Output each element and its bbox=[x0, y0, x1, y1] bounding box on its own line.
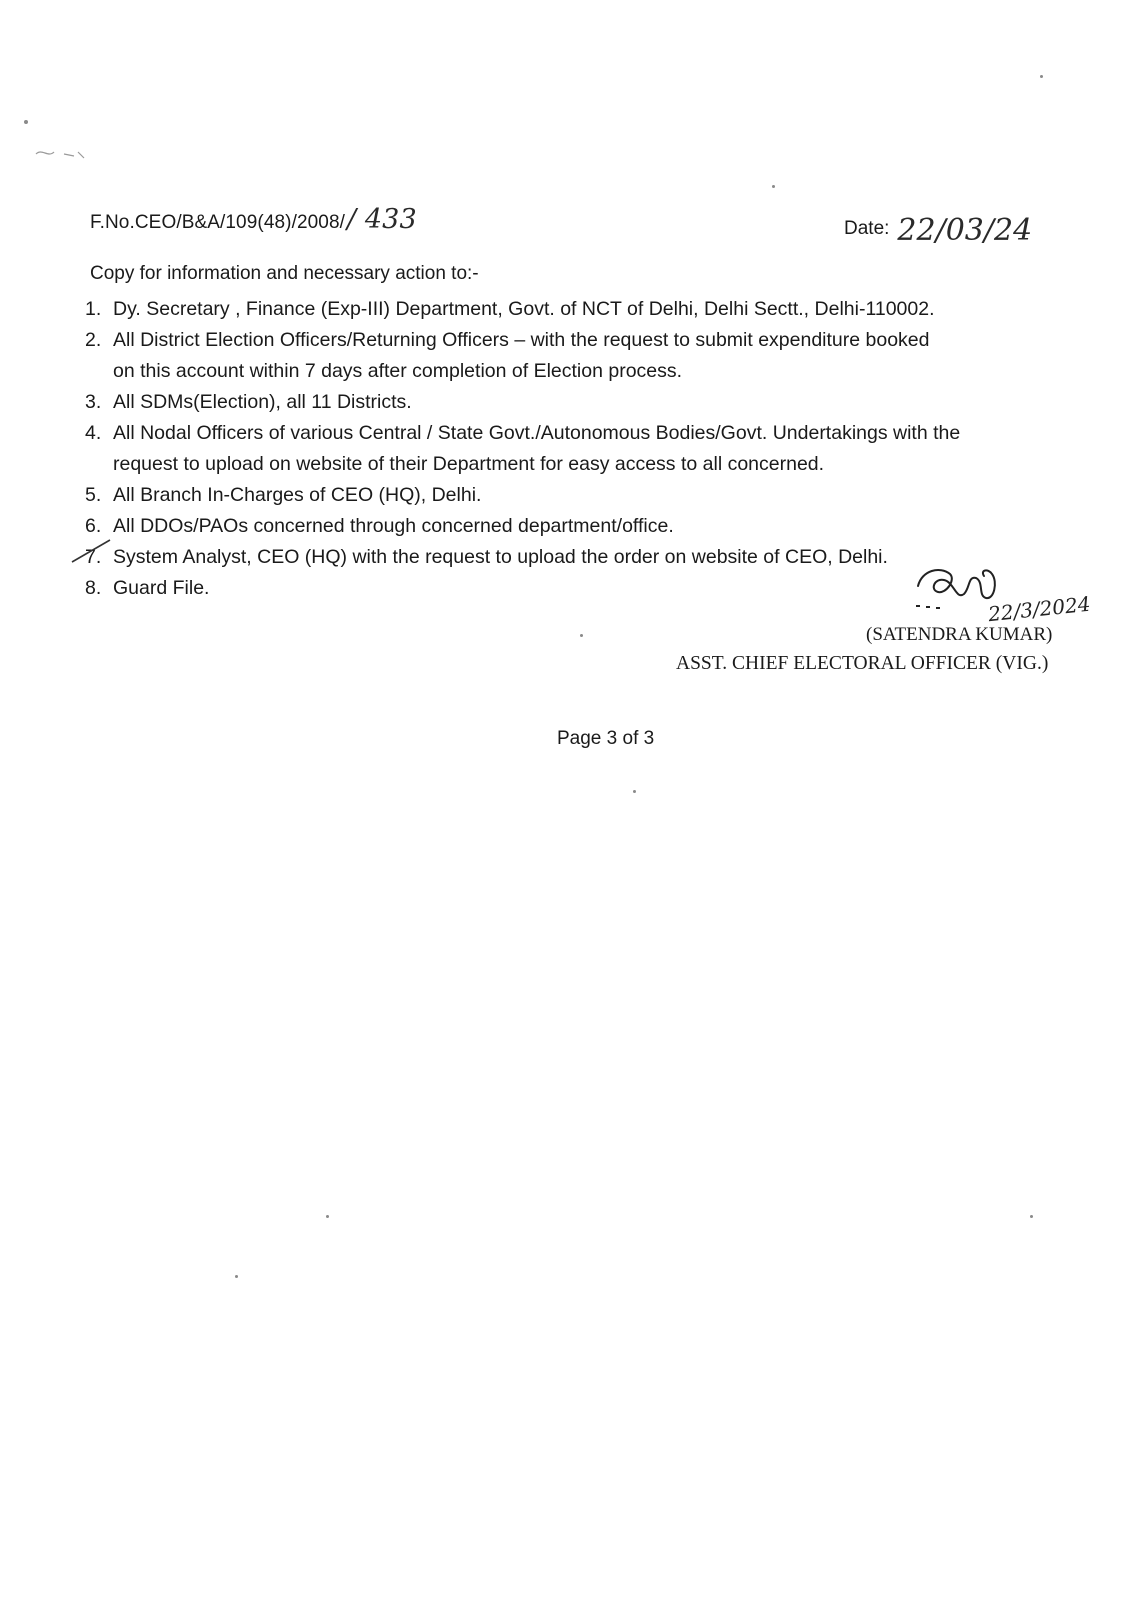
list-item-number: 3. bbox=[85, 391, 102, 413]
scan-mark bbox=[30, 140, 90, 170]
list-item bbox=[85, 480, 1085, 511]
signatory-name: (SATENDRA KUMAR) bbox=[866, 624, 1053, 645]
list-item bbox=[85, 511, 1085, 542]
scan-speck bbox=[1040, 75, 1043, 78]
list-item-text: All District Election Officers/Returning Officers – with the request to submit expenditure booked bbox=[113, 329, 930, 351]
list-item-number: 2. bbox=[85, 329, 102, 351]
list-item-text: All SDMs(Election), all 11 Districts. bbox=[113, 391, 412, 413]
signatory-designation: ASST. CHIEF ELECTORAL OFFICER (VIG.) bbox=[676, 653, 1049, 674]
file-number-text: F.No.CEO/B&A/109(48)/2008/ bbox=[90, 212, 346, 233]
scan-speck bbox=[24, 120, 28, 124]
scan-speck bbox=[1030, 1215, 1033, 1218]
list-item-text: All Nodal Officers of various Central / State Govt./Autonomous Bodies/Govt. Undertakings with the bbox=[113, 422, 961, 444]
list-item bbox=[85, 294, 1085, 325]
list-item-text: Guard File. bbox=[113, 577, 210, 599]
signature-date-handwritten: 22/3/2024 bbox=[987, 591, 1092, 627]
page-number: Page 3 of 3 bbox=[557, 728, 655, 749]
list-item-number: 6. bbox=[85, 515, 102, 537]
copy-heading: Copy for information and necessary action to:- bbox=[90, 263, 479, 284]
file-number bbox=[90, 204, 417, 235]
scan-speck bbox=[772, 185, 775, 188]
list-item-continuation: request to upload on website of their Department for easy access to all concerned. bbox=[113, 453, 825, 475]
list-item-number: 7. bbox=[85, 546, 102, 568]
list-item-number: 8. bbox=[85, 577, 102, 599]
list-item-number: 4. bbox=[85, 422, 102, 444]
list-item bbox=[85, 325, 1085, 387]
list-item-text: All Branch In-Charges of CEO (HQ), Delhi. bbox=[113, 484, 482, 506]
pen-tick-mark bbox=[70, 536, 120, 566]
scan-speck bbox=[326, 1215, 329, 1218]
list-item bbox=[85, 387, 1085, 418]
list-item bbox=[85, 418, 1085, 480]
list-item-continuation: on this account within 7 days after completion of Election process. bbox=[113, 360, 683, 382]
list-item-text: Dy. Secretary , Finance (Exp-III) Department, Govt. of NCT of Delhi, Delhi Sectt., Delhi-110002. bbox=[113, 298, 935, 320]
scan-speck bbox=[580, 634, 583, 637]
list-item-number: 1. bbox=[85, 298, 102, 320]
date-label: Date: bbox=[844, 218, 890, 239]
scan-speck bbox=[633, 790, 636, 793]
file-number-handwritten: / 433 bbox=[347, 204, 417, 235]
list-item-number: 5. bbox=[85, 484, 102, 506]
recipient-list bbox=[85, 294, 1085, 604]
date-block bbox=[844, 207, 1033, 248]
list-item-text: System Analyst, CEO (HQ) with the request to upload the order on website of CEO, Delhi. bbox=[113, 546, 888, 568]
date-handwritten: 22/03/24 bbox=[897, 213, 1033, 248]
scan-speck bbox=[235, 1275, 238, 1278]
list-item-text: All DDOs/PAOs concerned through concerned department/office. bbox=[113, 515, 674, 537]
